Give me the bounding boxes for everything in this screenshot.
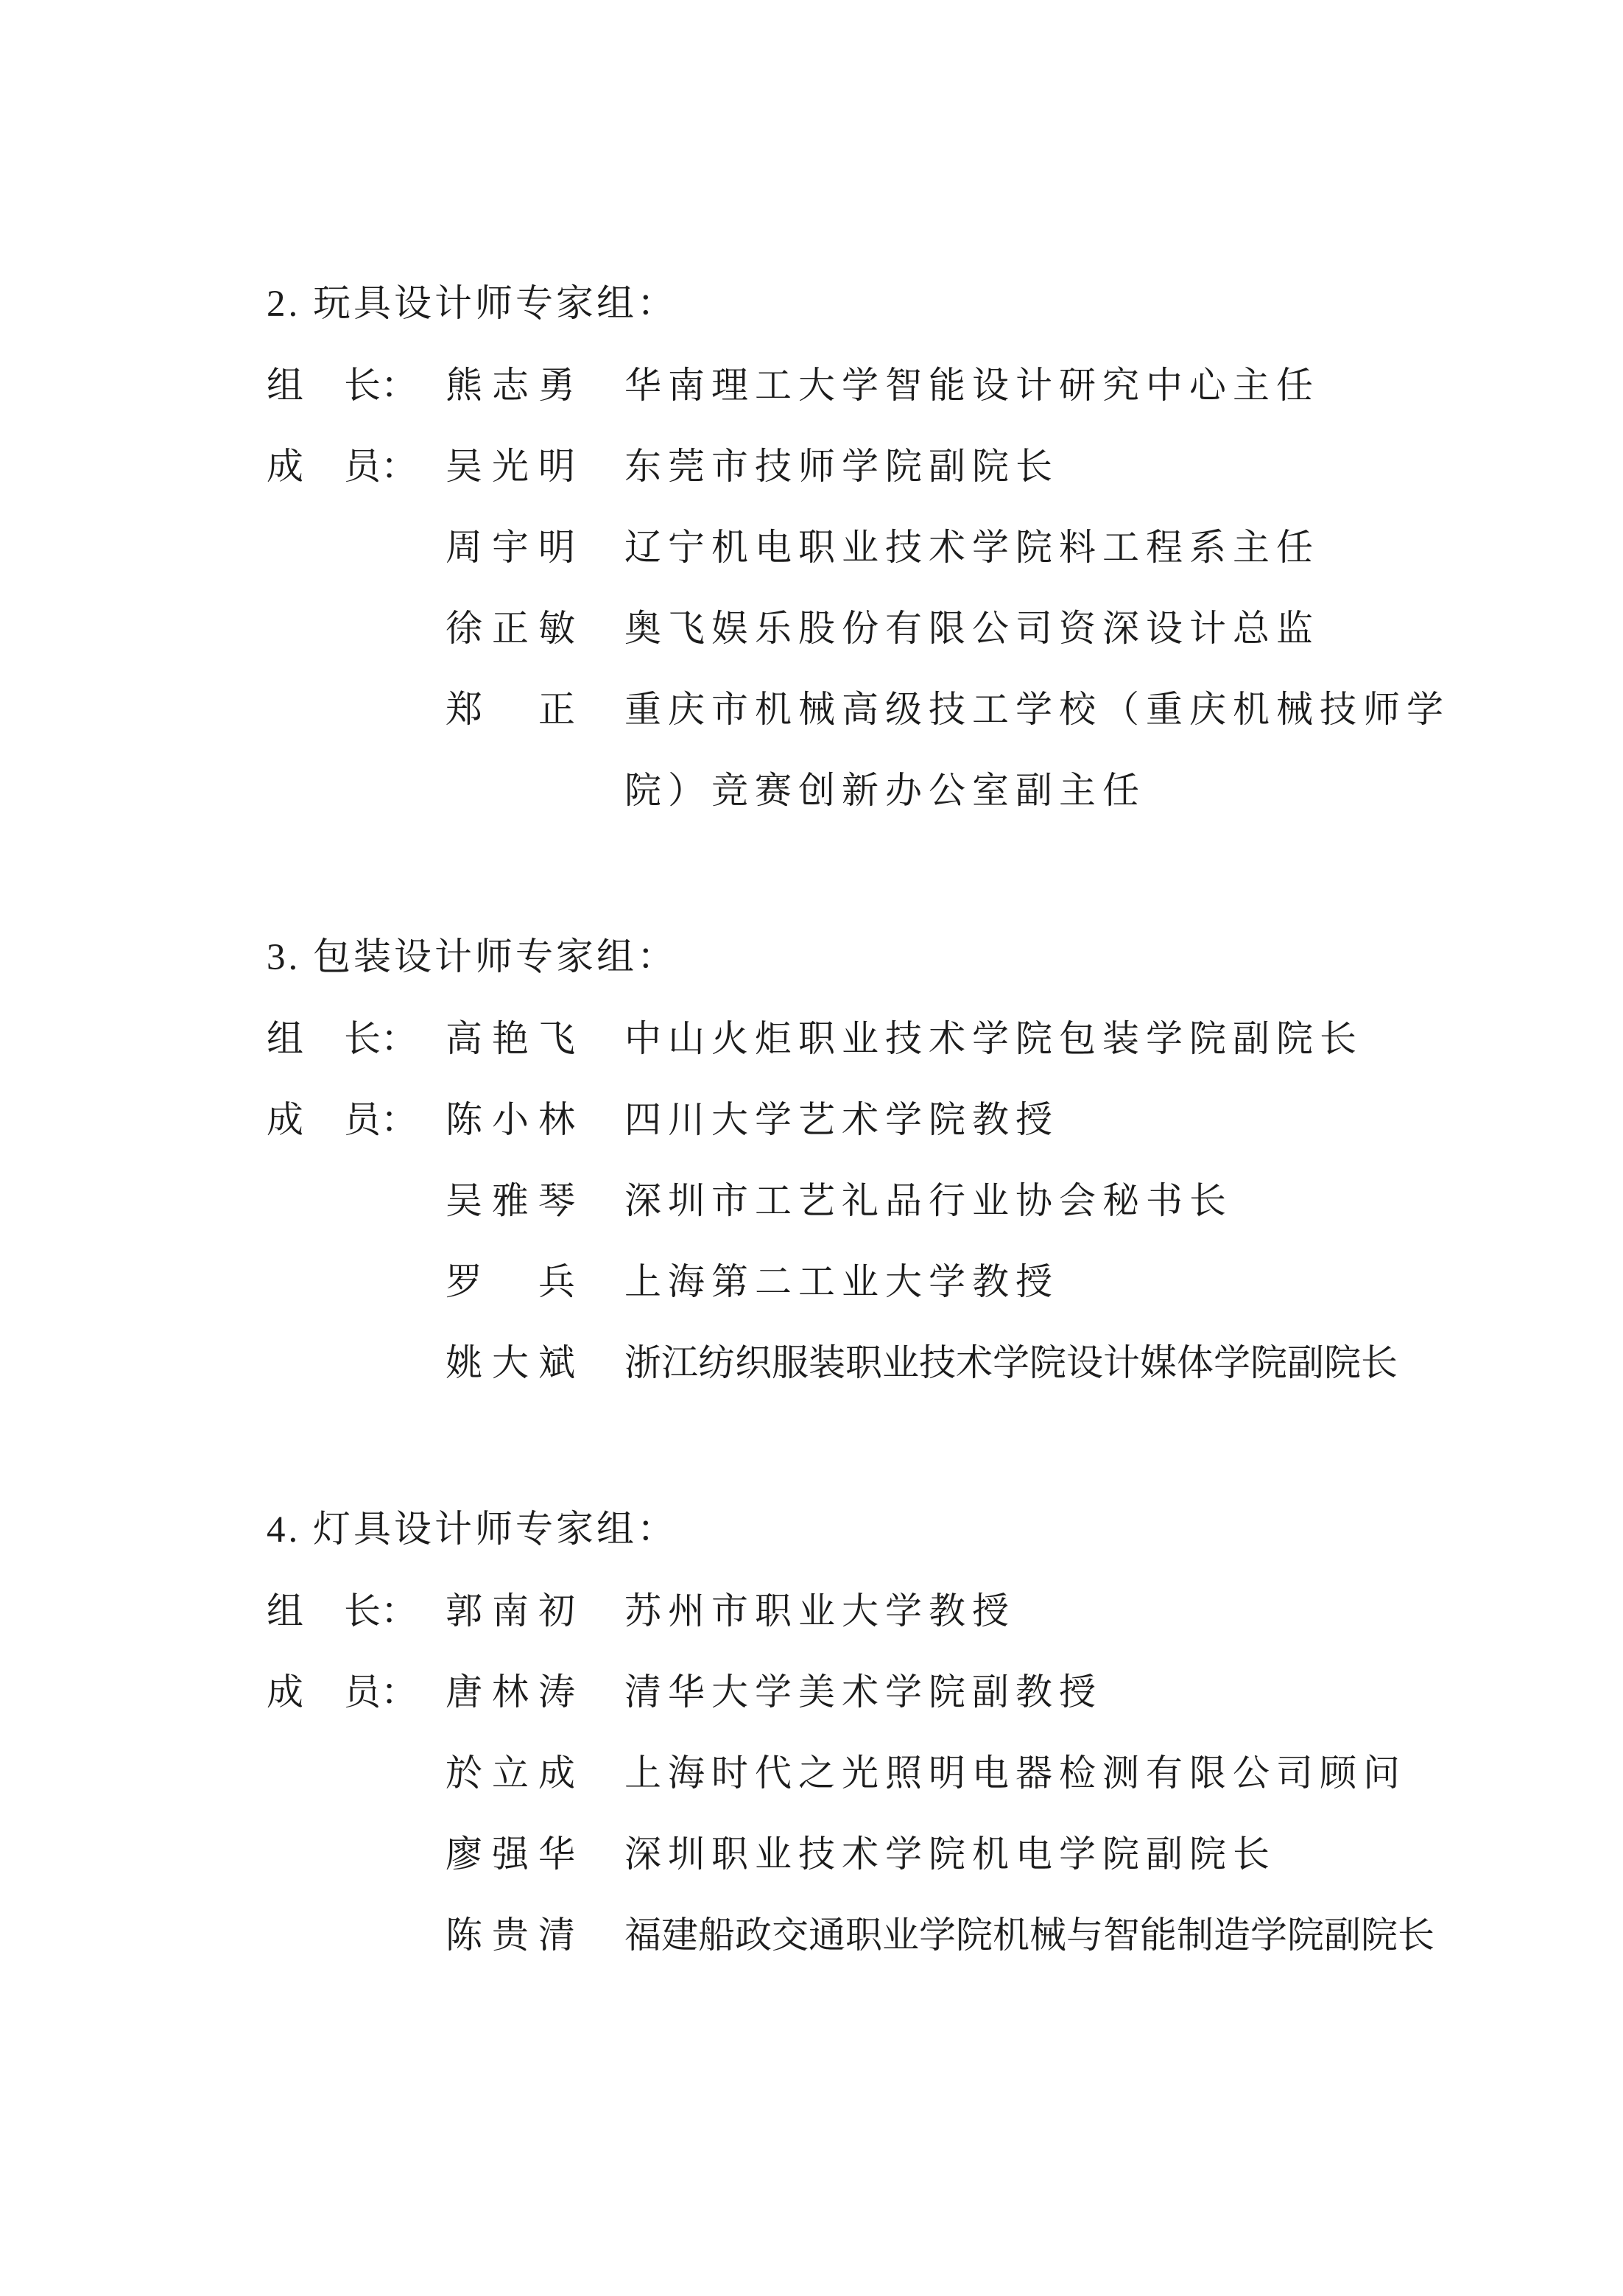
member-name: 周宇明	[446, 527, 575, 568]
member-row-continuation	[267, 750, 1476, 831]
member-name: 郑正	[446, 689, 575, 730]
member-name: 姚大斌	[446, 1342, 575, 1383]
role-label-rest: 员：	[344, 1099, 418, 1140]
section-lamp-designer-experts	[267, 1489, 1476, 1976]
member-row	[267, 1322, 1476, 1403]
role-label-first: 组	[267, 365, 303, 406]
role-label-rest: 员：	[344, 1671, 418, 1713]
organization-text: 华南理工大学智能设计研究中心主任	[624, 365, 1320, 406]
organization-text: 福建船政交通职业学院机械与智能制造学院副院长	[624, 1914, 1434, 1956]
section-heading: 4. 灯具设计师专家组：	[267, 1509, 678, 1551]
member-name: 徐正敏	[446, 608, 575, 649]
section-packaging-designer-experts	[267, 917, 1476, 1403]
member-name: 陈小林	[446, 1099, 575, 1140]
member-row	[267, 588, 1476, 669]
organization-text: 东莞市技师学院副院长	[624, 446, 1059, 487]
organization-text: 深圳市工艺礼品行业协会秘书长	[624, 1180, 1233, 1221]
member-name: 吴雅琴	[446, 1180, 575, 1221]
member-row	[267, 507, 1476, 588]
organization-text: 上海第二工业大学教授	[624, 1261, 1059, 1302]
member-name: 罗兵	[446, 1261, 575, 1302]
organization-text: 重庆市机械高级技工学校（重庆机械技师学	[624, 689, 1450, 730]
member-name: 郭南初	[446, 1590, 575, 1632]
organization-text: 浙江纺织服装职业技术学院设计媒体学院副院长	[624, 1342, 1398, 1383]
organization-text: 清华大学美术学院副教授	[624, 1671, 1102, 1713]
member-name: 於立成	[446, 1752, 575, 1794]
role-label-first: 组	[267, 1590, 303, 1632]
member-row	[267, 345, 1476, 426]
member-row	[267, 1732, 1476, 1814]
role-label	[267, 1570, 418, 1651]
member-row	[267, 1241, 1476, 1322]
organization-text: 奥飞娱乐股份有限公司资深设计总监	[624, 608, 1320, 649]
member-name: 廖强华	[446, 1833, 575, 1875]
member-name: 吴光明	[446, 446, 575, 487]
member-row	[267, 1570, 1476, 1651]
organization-text: 上海时代之光照明电器检测有限公司顾问	[624, 1752, 1407, 1794]
organization-text-continuation: 院）竞赛创新办公室副主任	[624, 770, 1146, 811]
member-row	[267, 1895, 1476, 1976]
member-row	[267, 1814, 1476, 1895]
organization-text: 苏州市职业大学教授	[624, 1590, 1015, 1632]
member-name: 陈贵清	[446, 1914, 575, 1956]
role-label	[267, 1651, 418, 1732]
member-name: 熊志勇	[446, 365, 575, 406]
role-label-first: 成	[267, 446, 303, 487]
section-heading: 3. 包装设计师专家组：	[267, 937, 678, 978]
role-label-rest: 员：	[344, 446, 418, 487]
role-label-first: 成	[267, 1099, 303, 1140]
role-label	[267, 1079, 418, 1160]
role-label-rest: 长：	[344, 365, 418, 406]
member-row	[267, 426, 1476, 507]
member-row	[267, 1651, 1476, 1732]
role-label	[267, 998, 418, 1079]
role-label-first: 成	[267, 1671, 303, 1713]
role-label-first: 组	[267, 1018, 303, 1059]
member-row	[267, 669, 1476, 750]
member-name: 唐林涛	[446, 1671, 575, 1713]
organization-text: 辽宁机电职业技术学院料工程系主任	[624, 527, 1320, 568]
section-toy-designer-experts	[267, 264, 1476, 831]
member-row	[267, 1160, 1476, 1241]
role-label-rest: 长：	[344, 1018, 418, 1059]
role-label	[267, 345, 418, 426]
section-heading: 2. 玩具设计师专家组：	[267, 284, 678, 325]
member-name: 高艳飞	[446, 1018, 575, 1059]
member-row	[267, 998, 1476, 1079]
role-label-rest: 长：	[344, 1590, 418, 1632]
member-row	[267, 1079, 1476, 1160]
organization-text: 深圳职业技术学院机电学院副院长	[624, 1833, 1276, 1875]
role-label	[267, 426, 418, 507]
organization-text: 中山火炬职业技术学院包装学院副院长	[624, 1018, 1363, 1059]
organization-text: 四川大学艺术学院教授	[624, 1099, 1059, 1140]
